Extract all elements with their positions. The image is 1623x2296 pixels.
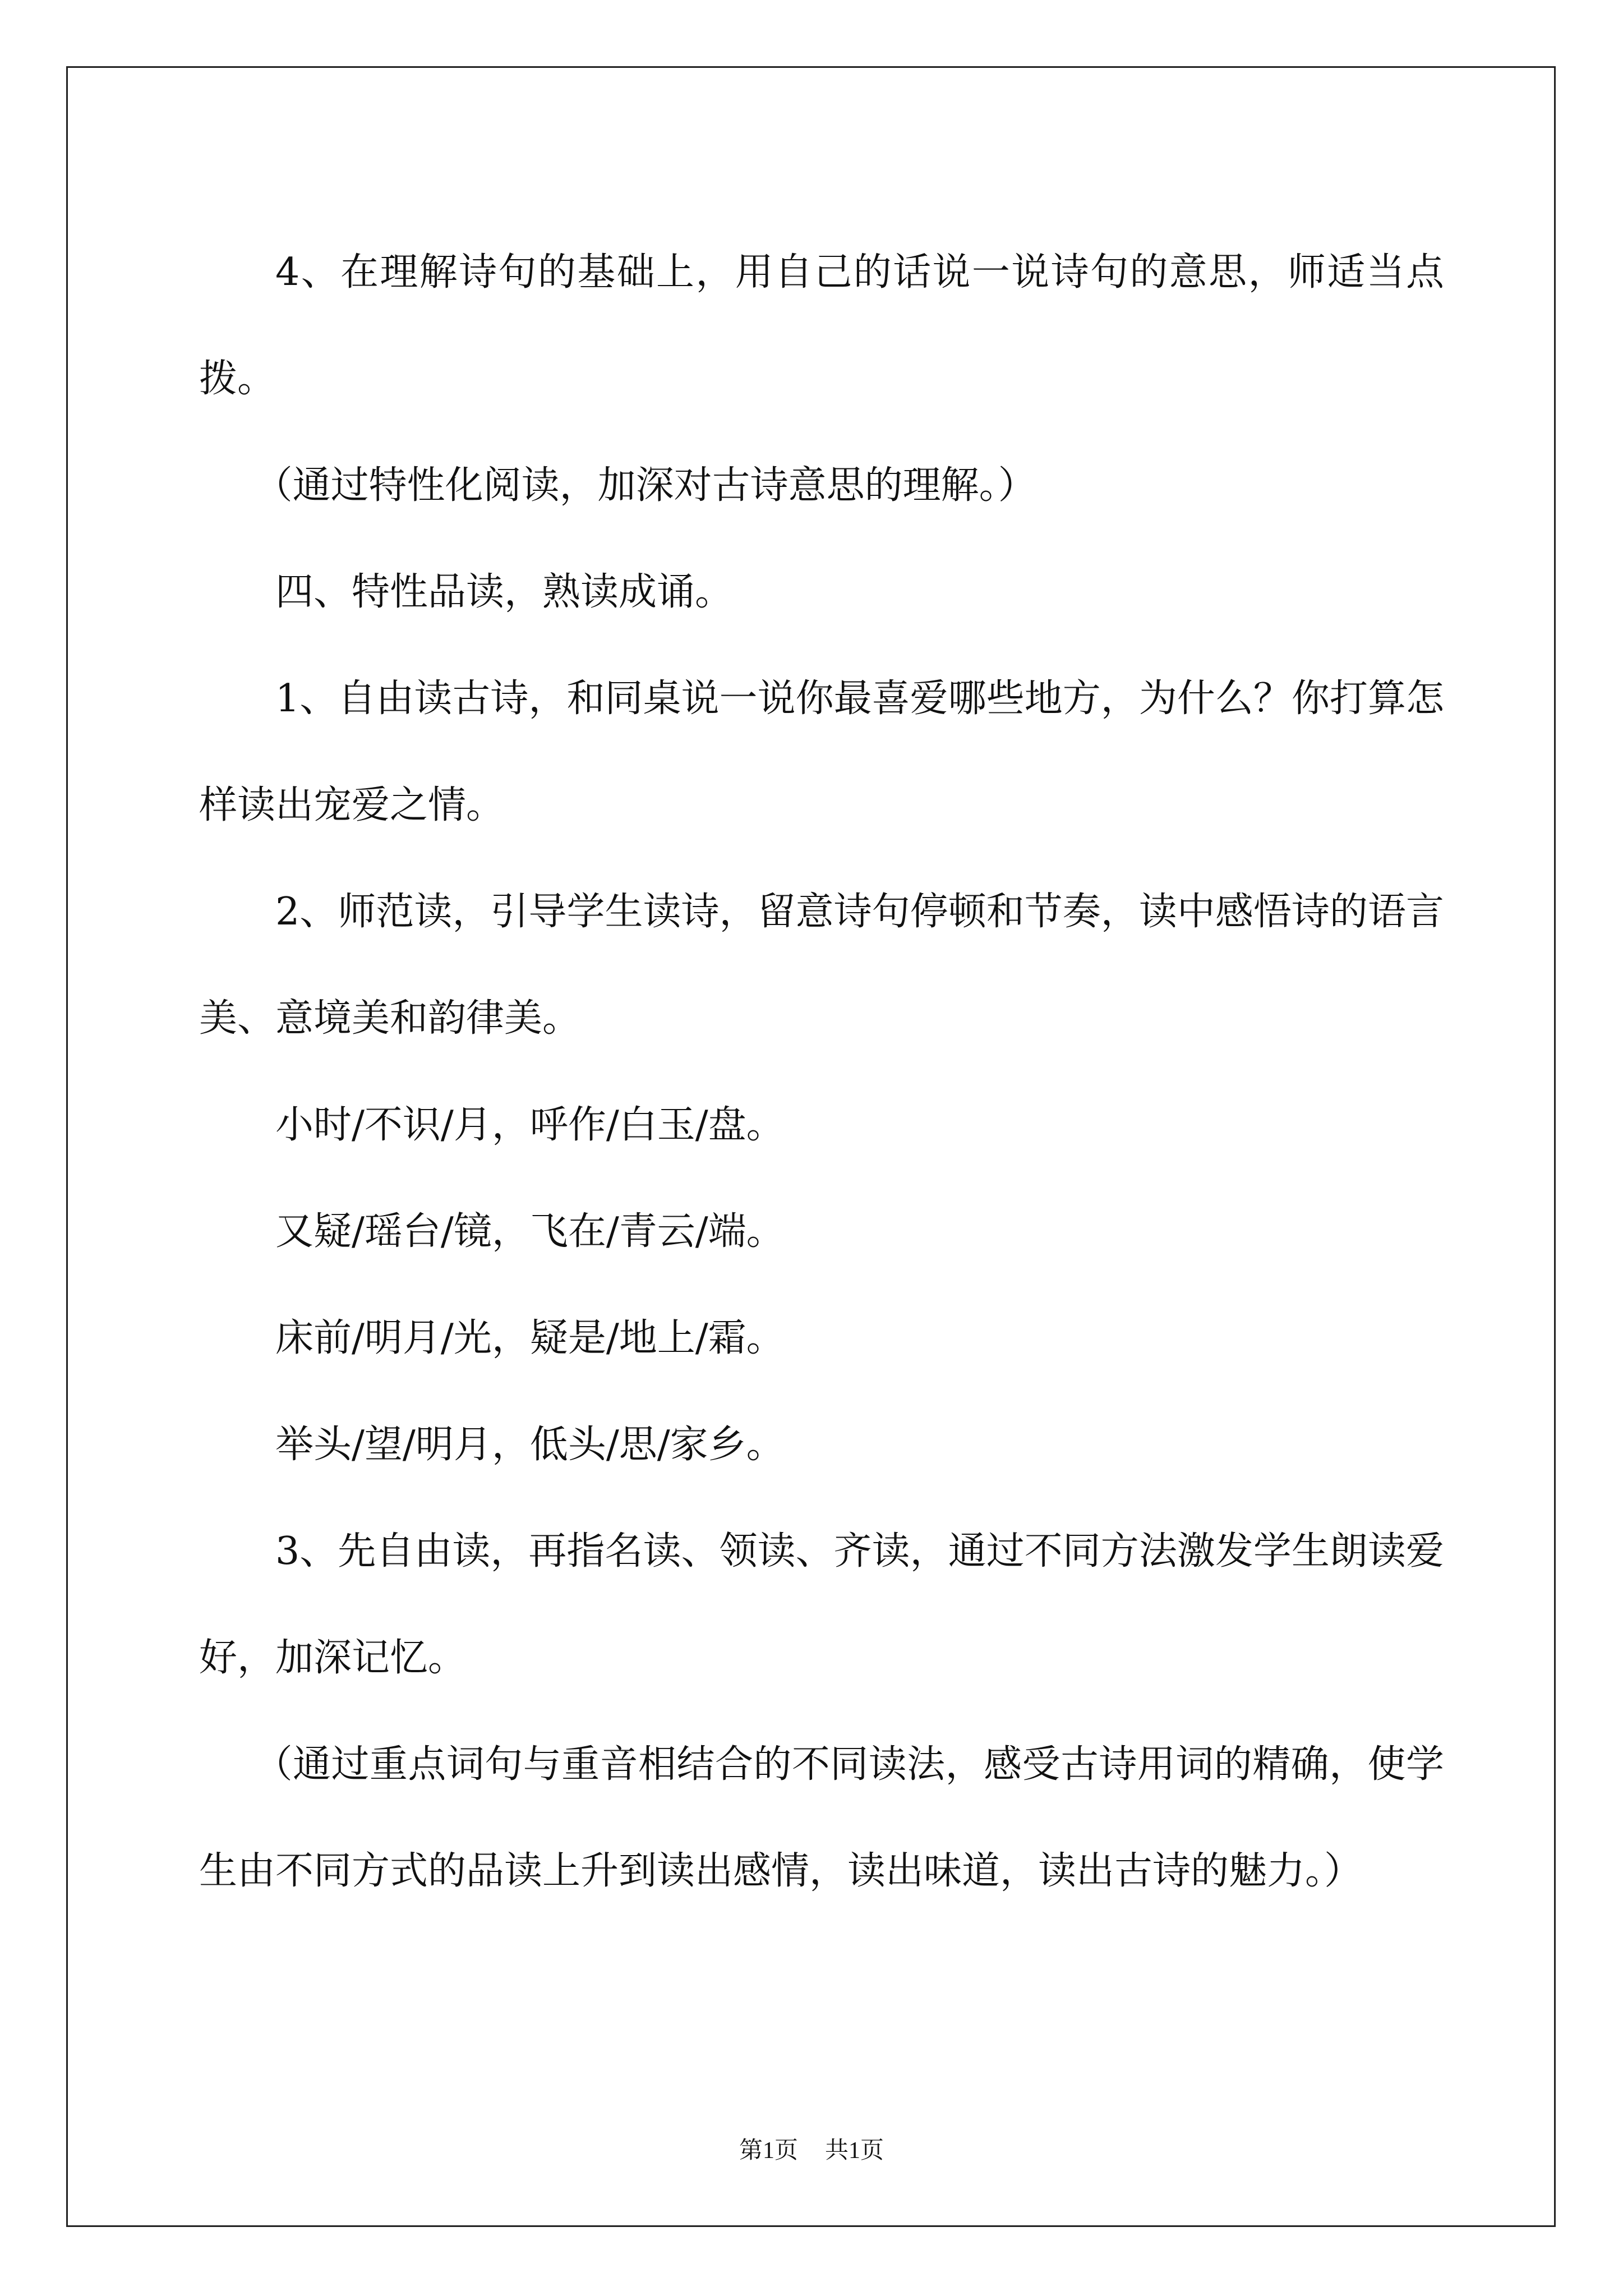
paragraph: 3、先自由读，再指名读、领读、齐读，通过不同方法激发学生朗读爱好，加深记忆。 [199,1529,1444,1680]
section-heading: 四、特性品读，熟读成诵。 [275,570,734,614]
page-footer [0,2132,1623,2165]
paragraph: 1、自由读古诗，和同桌说一说你最喜爱哪些地方，为什么？你打算怎样读出宠爱之情。 [199,677,1444,827]
paragraph: （通过特性化阅读，加深对古诗意思的理解。） [254,463,1036,508]
poem-line: 举头/望/明月，低头/思/家乡。 [275,1423,785,1467]
poem-line: 又疑/瑶台/镜，飞在/青云/端。 [275,1209,785,1254]
total-pages: 共1页 [825,2138,884,2164]
paragraph: 2、师范读，引导学生读诗，留意诗句停顿和节奏，读中感悟诗的语言美、意境美和韵律美。 [199,890,1444,1041]
paragraph: （通过重点词句与重音相结合的不同读法，感受古诗用词的精确，使学生由不同方式的品读上升到读出感情，读出味道，读出古诗的魅力。） [199,1742,1444,1893]
document-page [66,66,1556,2227]
paragraph: 4、在理解诗句的基础上，用自己的话说一说诗句的意思，师适当点拨。 [199,250,1444,401]
poem-line: 小时/不识/月，呼作/白玉/盘。 [275,1103,785,1147]
document-body [199,219,1444,1925]
page-number: 第1页 [739,2138,798,2164]
poem-line: 床前/明月/光，疑是/地上/霜。 [275,1316,785,1360]
